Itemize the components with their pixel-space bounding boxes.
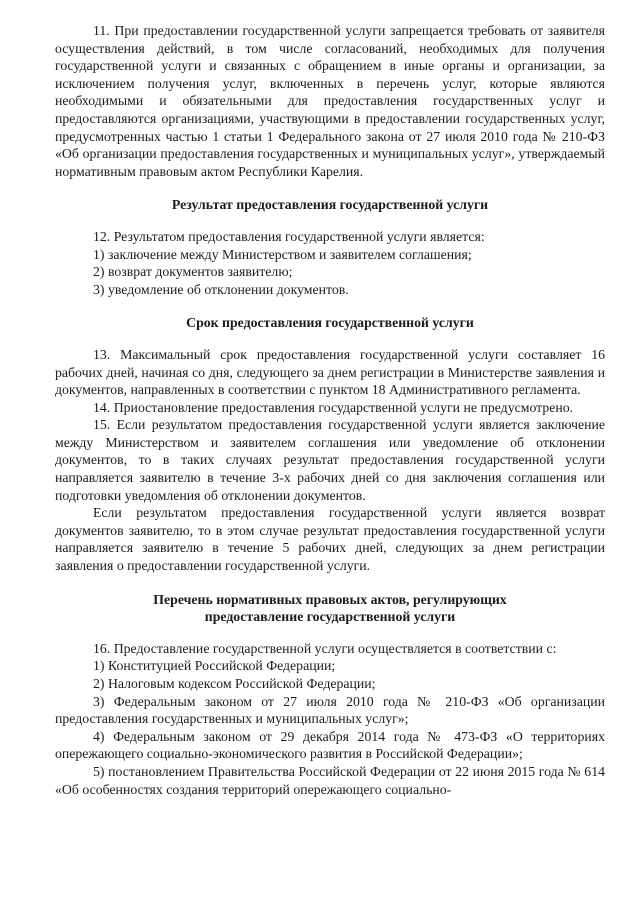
list-item: 1) Конституцией Российской Федерации; <box>93 658 336 674</box>
result-list <box>55 246 605 299</box>
paragraph-15-continued: Если результатом предоставления государственной услуги является возврат документов заявителю, то в этом случае результат предоставления государственной услуги направляется заявителю в течение 5 рабочих дней, следующих за днем регистрации заявления о предоставлении государственной услуги. <box>55 505 605 574</box>
list-item: 3) Федеральным законом от 27 июля 2010 года № 210-ФЗ «Об организации предоставления государственных и муниципальных услуг»; <box>55 693 605 727</box>
list-item: 1) заключение между Министерством и заявителем соглашения; <box>93 246 472 262</box>
heading-legal-acts <box>55 591 605 626</box>
list-item: 4) Федеральным законом от 29 декабря 2014 года № 473-ФЗ «О территориях опережающего социально-экономического развития в Российской Федерации»; <box>55 728 605 762</box>
paragraph-11: 11. При предоставлении государственной услуги запрещается требовать от заявителя осуществления действий, в том числе согласований, необходимых для получения государственной услуги и связанных с обращением в иные органы и организации, за исключением получения услуг, включенных в перечень услуг, которые являются необходимыми и обязательными для предоставления государственных услуг и предоставляются организациями, участвующими в предоставлении государственных услуг, предусмотренных частью 1 статьи 1 Федерального закона от 27 июля 2010 года № 210-ФЗ «Об организации предоставления государственных и муниципальных услуг», утверждаемый нормативным правовым актом Республики Карелия. <box>55 23 605 179</box>
heading-term: Срок предоставления государственной услуги <box>186 315 474 331</box>
paragraph-14: 14. Приостановление предоставления государственной услуги не предусмотрено. <box>93 399 574 415</box>
list-item: 5) постановлением Правительства Российской Федерации от 22 июня 2015 года № 614 «Об особенностях создания территорий опережающего социально- <box>55 763 605 797</box>
list-item: 2) возврат документов заявителю; <box>93 264 293 280</box>
paragraph-13: 13. Максимальный срок предоставления государственной услуги составляет 16 рабочих дней, начиная со дня, следующего за днем регистрации в Министерстве заявления и документов, направленных в соответствии с пунктом 18 Административного регламента. <box>55 346 605 398</box>
legal-acts-list <box>55 657 605 798</box>
list-item: 3) уведомление об отклонении документов. <box>93 281 349 297</box>
document-page <box>55 22 605 798</box>
heading-result: Результат предоставления государственной услуги <box>171 197 489 213</box>
paragraph-15: 15. Если результатом предоставления государственной услуги является заключение между Министерством и заявителем соглашения или уведомление об отклонении документов, то в таких случаях результат предоставления государственной услуги направляется заявителю в течение 3-х рабочих дней со дня заключения соглашения или подготовки уведомления об отклонении документов. <box>55 417 605 503</box>
paragraph-16: 16. Предоставление государственной услуги осуществляется в соответствии с: <box>93 640 557 656</box>
paragraph-12: 12. Результатом предоставления государственной услуги является: <box>93 228 485 244</box>
heading-legal-acts-line-2: предоставление государственной услуги <box>204 609 456 625</box>
list-item: 2) Налоговым кодексом Российской Федерации; <box>93 676 376 691</box>
heading-legal-acts-line-1: Перечень нормативных правовых актов, регулирующих <box>153 591 507 607</box>
